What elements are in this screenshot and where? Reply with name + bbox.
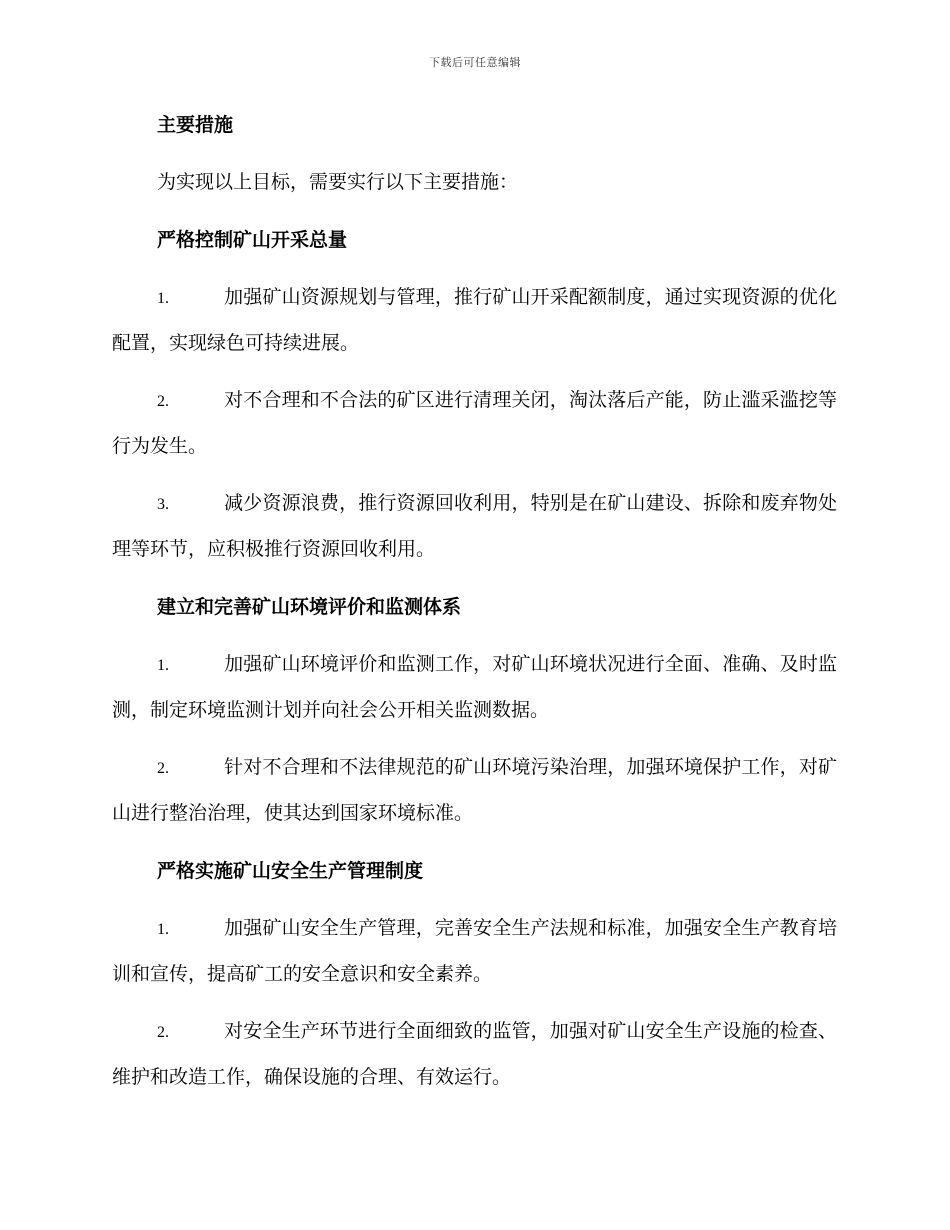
section-safety-management <box>112 856 837 1100</box>
item-text: 加强矿山安全生产管理，完善安全生产法规和标准，加强安全生产教育培训和宣传，提高矿工的安全意识和安全素养。 <box>112 917 837 985</box>
list-item <box>112 275 837 366</box>
item-text: 加强矿山资源规划与管理，推行矿山开采配额制度，通过实现资源的优化配置，实现绿色可持续进展。 <box>112 286 837 354</box>
main-heading: 主要措施 <box>157 114 234 136</box>
item-text: 减少资源浪费，推行资源回收利用，特别是在矿山建设、拆除和废弃物处理等环节，应积极推行资源回收利用。 <box>112 492 837 560</box>
list-item <box>112 906 837 997</box>
page-header: 下载后可任意编辑 <box>429 56 521 69</box>
section-mining-output <box>112 225 837 572</box>
item-text: 加强矿山环境评价和监测工作，对矿山环境状况进行全面、准确、及时监测，制定环境监测计划并向社会公开相关监测数据。 <box>112 653 837 721</box>
section-heading: 建立和完善矿山环境评价和监测体系 <box>157 596 462 618</box>
list-item <box>112 481 837 572</box>
item-text: 针对不合理和不法律规范的矿山环境污染治理，加强环境保护工作，对矿山进行整治治理，使其达到国家环境标准。 <box>112 756 837 824</box>
item-number: 1. <box>157 290 169 307</box>
item-number: 1. <box>157 657 169 674</box>
list-item <box>112 642 837 733</box>
list-item <box>112 745 837 836</box>
item-text: 对安全生产环节进行全面细致的监管，加强对矿山安全生产设施的检查、维护和改造工作，确保设施的合理、有效运行。 <box>112 1020 837 1088</box>
section-heading: 严格控制矿山开采总量 <box>157 229 348 251</box>
item-number: 2. <box>157 393 169 410</box>
section-heading: 严格实施矿山安全生产管理制度 <box>157 860 424 882</box>
list-item <box>112 1009 837 1100</box>
item-number: 2. <box>157 1024 169 1041</box>
intro-paragraph: 为实现以上目标，需要实行以下主要措施： <box>157 171 519 193</box>
section-environment-monitoring <box>112 592 837 836</box>
list-item <box>112 378 837 469</box>
document-content <box>112 110 837 1112</box>
item-number: 1. <box>157 921 169 938</box>
item-number: 2. <box>157 760 169 777</box>
item-number: 3. <box>157 496 169 513</box>
item-text: 对不合理和不合法的矿区进行清理关闭，淘汰落后产能，防止滥采滥挖等行为发生。 <box>112 389 837 457</box>
